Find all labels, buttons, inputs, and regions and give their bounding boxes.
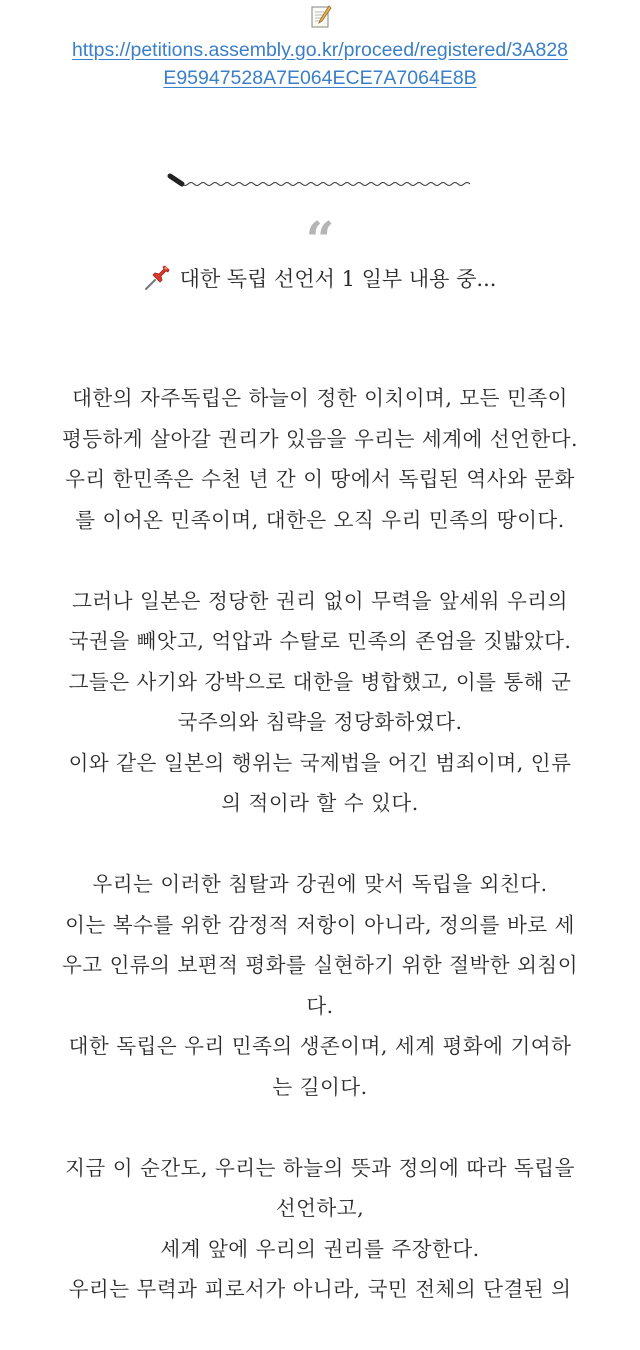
paragraph-line: 의 적이라 할 수 있다.: [221, 791, 419, 815]
paragraph-line: 지금 이 순간도, 우리는 하늘의 뜻과 정의에 따라 독립을: [65, 1155, 575, 1180]
paragraph-line: 우리는 이러한 침탈과 강권에 맞서 독립을 외친다.: [92, 872, 548, 896]
quote-mark: “: [305, 210, 335, 269]
petition-link-line2: E95947528A7E064ECE7A7064E8B: [163, 67, 477, 89]
paragraph-line: 평등하게 살아갈 권리가 있음을 우리는 세계에 선언한다.: [61, 426, 579, 451]
paragraph-line: 대한의 자주독립은 하늘이 정한 이치이며, 모든 민족이: [72, 386, 568, 410]
petition-link-line1: https://petitions.assembly.go.kr/proceed/registered/3A828: [71, 39, 569, 61]
paragraph-line: 이와 같은 일본의 행위는 국제법을 어긴 범죄이며, 인류: [68, 750, 572, 775]
paragraph-line: 우고 인류의 보편적 평화를 실현하기 위한 절박한 외침이: [61, 953, 579, 977]
memo-icon: [310, 4, 332, 30]
paragraph-line: 대한 독립은 우리 민족의 생존이며, 세계 평화에 기여하: [68, 1034, 572, 1058]
paragraph-line: 세계 앞에 우리의 권리를 주장한다.: [160, 1236, 480, 1261]
paragraph-line: 이는 복수를 위한 감정적 저항이 아니라, 정의를 바로 세: [65, 912, 575, 937]
petition-link-block: [20, 36, 620, 92]
paragraph-3: [22, 864, 618, 1107]
paragraph-line: 를 이어온 민족이며, 대한은 오직 우리 민족의 땅이다.: [75, 507, 565, 532]
paragraph-4: [22, 1148, 618, 1310]
quote-title-text: 대한 독립 선언서 1 일부 내용 중...: [179, 267, 497, 291]
paragraph-line: 우리 한민족은 수천 년 간 이 땅에서 독립된 역사와 문화: [65, 467, 575, 491]
paragraph-line: 다.: [306, 993, 334, 1018]
paragraph-line: 그들은 사기와 강박으로 대한을 병합했고, 이를 통해 군: [68, 669, 572, 694]
paragraph-line: 는 길이다.: [272, 1074, 368, 1099]
pen-squiggle-divider: [168, 172, 478, 192]
paragraph-line: 우리는 무력과 피로서가 아니라, 국민 전체의 단결된 의: [68, 1277, 572, 1301]
petition-link[interactable]: [72, 39, 568, 89]
quote-title: [0, 262, 640, 296]
paragraph-line: 선언하고,: [275, 1196, 365, 1220]
pushpin-icon: [144, 263, 172, 291]
paragraph-line: 국주의와 침략을 정당화하였다.: [177, 710, 463, 734]
paragraph-1: [22, 378, 618, 540]
paragraph-line: 그러나 일본은 정당한 권리 없이 무력을 앞세워 우리의: [72, 588, 568, 613]
declaration-body: [22, 378, 618, 1350]
paragraph-2: [22, 581, 618, 824]
paragraph-line: 국권을 빼앗고, 억압과 수탈로 민족의 존엄을 짓밟았다.: [68, 629, 572, 653]
